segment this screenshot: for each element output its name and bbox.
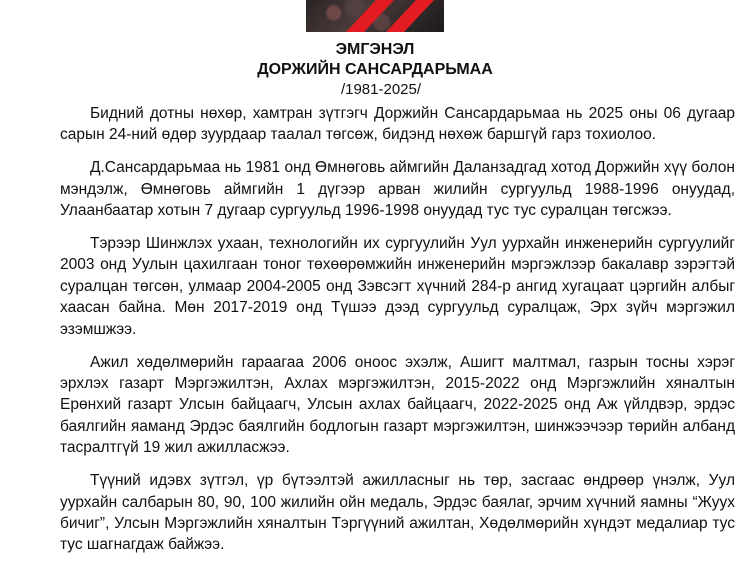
- header-photo-area: [0, 0, 750, 32]
- obituary-body: [60, 103, 735, 567]
- heading-block: [0, 40, 750, 100]
- portrait-photo: [306, 0, 444, 32]
- paragraph-3: Тэрээр Шинжлэх ухаан, технологийн их сургуулийн Уул уурхайн инженерийн сургуулийг 2003 онд Уулын цахилгаан тоног төхөөрөмжийн инженерийн мэргэжлээр бакалавр зэрэгтэй суралцан төгсөн, улмаар 2004-2005 онд Зэвсэгт хүчний 284-р ангид хугацаат цэргийн албыг хаасан байна. Мөн 2017-2019 онд Түшээ дээд сургуульд суралцаж, Эрх зүйч мэргэжил эзэмшжээ.: [60, 235, 735, 338]
- heading-name: ДОРЖИЙН САНСАРДАРЬМАА: [257, 61, 493, 78]
- paragraph-2: Д.Сансардарьмаа нь 1981 онд Өмнөговь аймгийн Даланзадгад хотод Доржийн хүү болон мэндэлж, Өмнөговь аймгийн 1 дүгээр арван жилийн сургуульд 1988-1996 онуудад, Улаанбаатар хотын 7 дугаар сургуульд 1996-1998 онуудад тус тус суралцан төгсжээ.: [60, 159, 735, 220]
- mourning-ribbon-icon: [306, 0, 444, 32]
- paragraph-5: Түүний идэвх зүтгэл, үр бүтээлтэй ажилласныг нь төр, засгаас өндрөөр үнэлж, Уул уурхайн салбарын 80, 90, 100 жилийн ойн медаль, Эрдэс баялаг, эрчим хүчний яамны “Жууx бичиг”, Улсын Мэргэжлийн хяналтын Тэргүүний ажилтан, Хөдөлмөрийн хүндэт медалиар тус тус шагнагдаж байжээ.: [60, 472, 735, 554]
- paragraph-4: Ажил хөдөлмөрийн гараагаа 2006 оноос эхэлж, Ашигт малтмал, газрын тосны хэрэг эрхлэх газарт Мэргэжилтэн, Ахлах мэргэжилтэн, 2015-2022 онд Мэргэжлийн хяналтын Ерөнхий газарт Улсын байцаагч, Улсын ахлах байцаагч, 2022-2025 онд Аж үйлдвэр, эрдэс баялгийн яаманд Эрдэс баялгийн бодлогын газарт мэргэжилтэн, шинжээчээр төрийн албанд тасралтгүй 19 жил ажилласжээ.: [60, 353, 735, 457]
- heading-label: ЭМГЭНЭЛ: [335, 41, 415, 58]
- heading-years: /1981-2025/: [340, 81, 422, 98]
- paragraph-1: Бидний дотны нөхөр, хамтран зүтгэгч Доржийн Сансардарьмаа нь 2025 оны 06 дугаар сарын 24-ний өдөр зуурдаар таалал төгсөж, бидэнд нөхөж баршгүй гарз тохиолоо.: [60, 105, 735, 144]
